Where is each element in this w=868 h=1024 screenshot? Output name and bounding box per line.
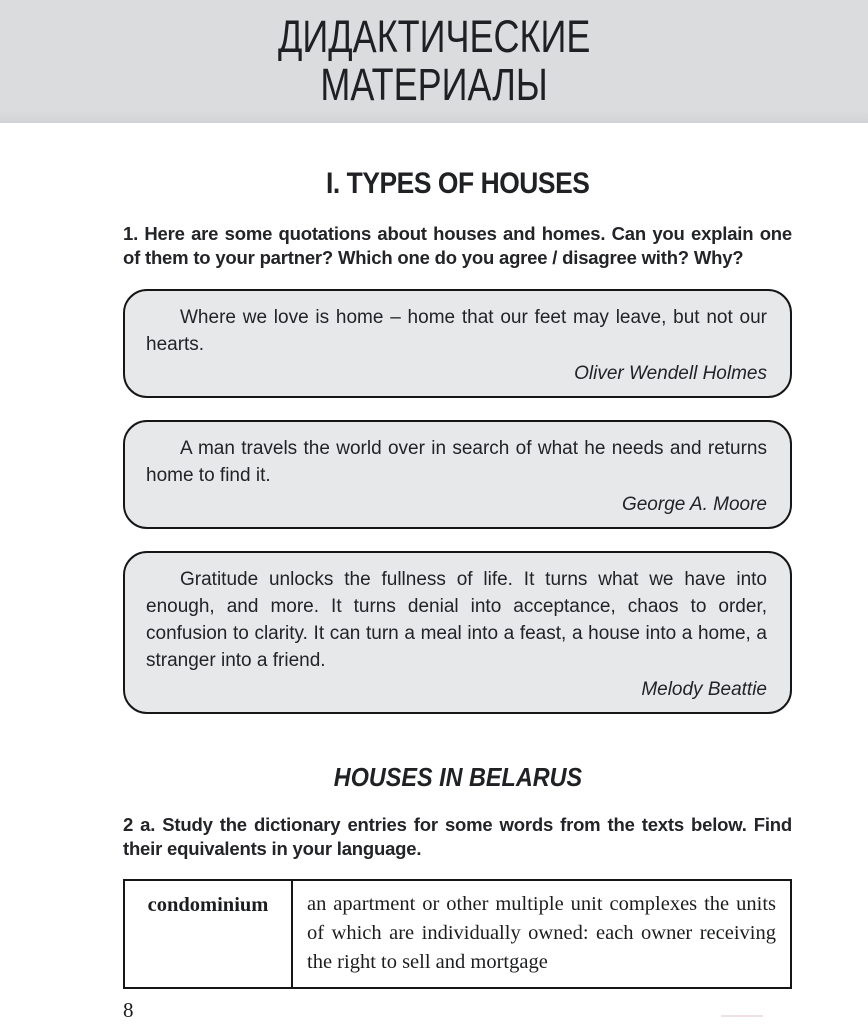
dictionary-table bbox=[123, 879, 792, 989]
section-title-wrap bbox=[123, 167, 792, 201]
quote-author: Oliver Wendell Holmes bbox=[574, 363, 767, 384]
term-cell: condominium bbox=[124, 880, 292, 988]
quote-box-holmes bbox=[123, 289, 792, 398]
page-content bbox=[123, 123, 792, 989]
quote-author: George A. Moore bbox=[621, 494, 767, 515]
quote-text: Where we love is home – home that our feet may leave, but not our hearts. bbox=[146, 307, 767, 355]
page-number: 8 bbox=[123, 998, 134, 1022]
table-row bbox=[124, 880, 791, 988]
quote-list bbox=[123, 289, 792, 714]
subsection-title: HOUSES IN BELARUS bbox=[333, 762, 582, 792]
definition-cell: an apartment or other multiple unit complexes the units of which are individually owned: each owner receiving the right to sell and mortgage bbox=[292, 880, 791, 988]
task1-instructions: 1. Here are some quotations about houses and homes. Can you explain one of them to your partner? Which one do you agree / disagree with? Why? bbox=[123, 223, 792, 268]
quote-text: A man travels the world over in search of what he needs and returns home to find it. bbox=[146, 438, 767, 486]
subsection-title-wrap bbox=[123, 762, 792, 792]
quote-text: Gratitude unlocks the fullness of life. It turns what we have into enough, and more. It turns denial into acceptance, chaos to order, confusion to clarity. It can turn a meal into a feast, a house into a home, a stranger into a friend. bbox=[146, 569, 767, 671]
section-title: I. TYPES OF HOUSES bbox=[325, 167, 590, 200]
banner-title-line2: МАТЕРИАЛЫ bbox=[320, 59, 548, 110]
quote-box-beattie bbox=[123, 551, 792, 714]
header-banner bbox=[0, 0, 868, 123]
quote-author: Melody Beattie bbox=[641, 679, 767, 700]
scan-artifact-line bbox=[721, 1015, 763, 1017]
banner-title-line1: ДИДАКТИЧЕСКИЕ bbox=[277, 11, 591, 62]
quote-box-moore bbox=[123, 420, 792, 529]
task2-instructions: 2 a. Study the dictionary entries for some words from the texts below. Find their equivalents in your language. bbox=[123, 814, 792, 859]
